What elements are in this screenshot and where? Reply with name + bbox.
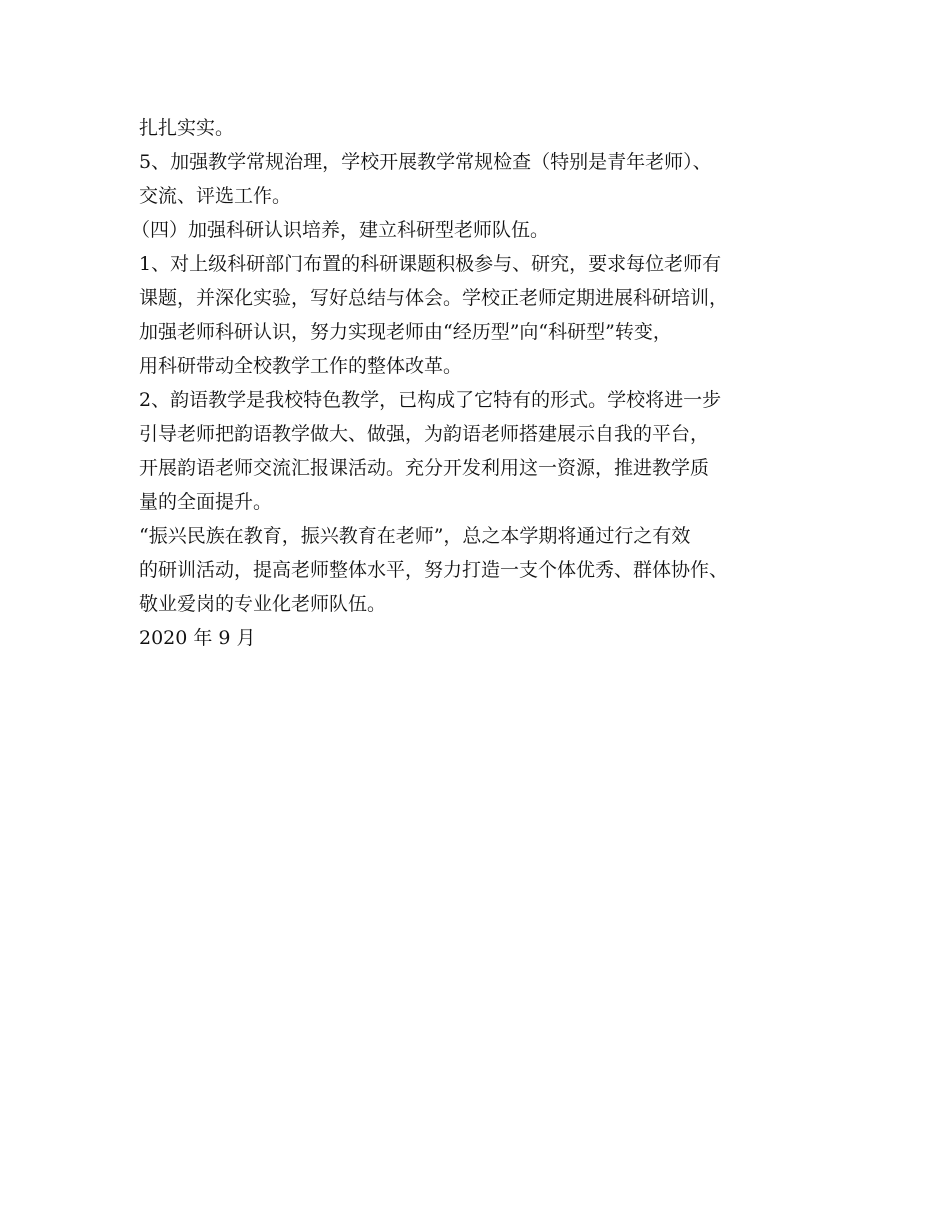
paragraph-line: 加强老师科研认识，努力实现老师由“经历型”向“科研型”转变，	[139, 321, 672, 343]
paragraph-line: 敬业爱岗的专业化老师队伍。	[139, 593, 387, 615]
paragraph-line: 用科研带动全校教学工作的整体改革。	[139, 355, 463, 377]
document-date: 2020 年 9 月	[139, 627, 256, 649]
paragraph-line: 开展韵语老师交流汇报课活动。充分开发利用这一资源，推进教学质	[139, 457, 710, 479]
paragraph-line: 课题，并深化实验，写好总结与体会。学校正老师定期进展科研培训，	[139, 287, 729, 309]
paragraph-line: 引导老师把韵语教学做大、做强，为韵语老师搭建展示自我的平台，	[139, 423, 710, 445]
paragraph-line: “振兴民族在教育，振兴教育在老师”，总之本学期将通过行之有效	[139, 525, 691, 547]
paragraph-line: 量的全面提升。	[139, 491, 273, 513]
document-body	[131, 111, 839, 655]
paragraph-line: 5、加强教学常规治理，学校开展教学常规检查（特别是青年老师）、	[139, 151, 712, 173]
paragraph-line: 扎扎实实。	[139, 117, 235, 139]
paragraph-line: 交流、评选工作。	[139, 185, 292, 207]
section-heading: （四）加强科研认识培养，建立科研型老师队伍。	[131, 219, 550, 241]
paragraph-line: 2、韵语教学是我校特色教学，已构成了它特有的形式。学校将进一步	[139, 389, 722, 411]
paragraph-line: 的研训活动，提高老师整体水平，努力打造一支个体优秀、群体协作、	[139, 559, 729, 581]
paragraph-line: 1、对上级科研部门布置的科研课题积极参与、研究，要求每位老师有	[139, 253, 722, 275]
